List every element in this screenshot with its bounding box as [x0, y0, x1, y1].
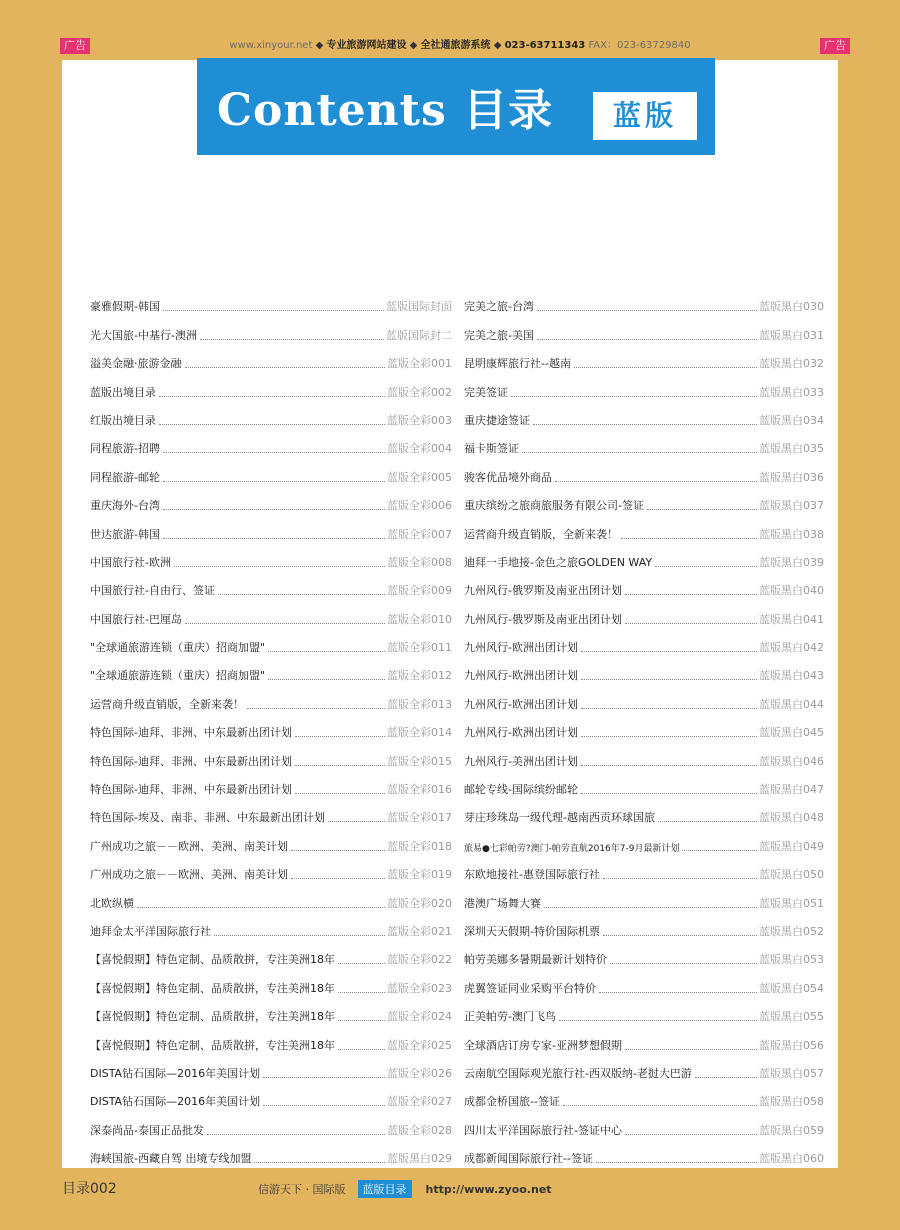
- footer-url[interactable]: http://www.zyoo.net: [425, 1182, 552, 1196]
- dot-leader: [581, 651, 757, 652]
- dot-leader: [522, 452, 757, 453]
- dot-leader: [263, 1077, 385, 1078]
- header-site[interactable]: www.xinyour.net: [229, 40, 313, 51]
- toc-entry-page: 蓝版黑白053: [759, 953, 824, 967]
- toc-entry-title: 港澳广场舞大赛: [464, 896, 541, 910]
- toc-entry-title: 正美帕劳-澳门飞鸟: [464, 1010, 556, 1024]
- toc-entry[interactable]: [90, 655, 452, 683]
- dot-leader: [537, 310, 757, 311]
- toc-entry-title: 九州风行-欧洲出团计划: [464, 669, 578, 683]
- toc-entry-page: 蓝版黑白044: [759, 697, 824, 711]
- dot-leader: [581, 736, 757, 737]
- toc-entry-page: 蓝版全彩009: [387, 584, 452, 598]
- toc-entry-title: 中国旅行社-巴厘岛: [90, 612, 182, 626]
- toc-entry[interactable]: [90, 371, 452, 399]
- top-bar: [0, 0, 900, 60]
- toc-entry[interactable]: [90, 712, 452, 740]
- toc-entry-page: 蓝版全彩002: [387, 385, 452, 399]
- toc-entry-page: 蓝版黑白054: [759, 981, 824, 995]
- toc-entry[interactable]: [90, 797, 452, 825]
- dot-leader: [338, 992, 385, 993]
- toc-entry-title: 完美签证: [464, 385, 508, 399]
- toc-entry-title: 同程旅游-邮轮: [90, 470, 160, 484]
- toc-entry[interactable]: [90, 286, 452, 314]
- toc-entry-page: 蓝版黑白034: [759, 413, 824, 427]
- toc-entry-page: 蓝版全彩015: [387, 754, 452, 768]
- toc-left-column: [90, 286, 452, 1166]
- toc-entry-page: 蓝版黑白052: [759, 924, 824, 938]
- footer-slogan: 信游天下 · 国际版: [258, 1183, 346, 1196]
- toc-entry-title: 运营商升级直销版，全新来袭！: [464, 527, 618, 541]
- dot-leader: [295, 736, 385, 737]
- ad-label-left: 广告: [60, 38, 90, 54]
- toc-entry-page: 蓝版全彩024: [387, 1010, 452, 1024]
- toc-entry[interactable]: [90, 428, 452, 456]
- dot-leader: [555, 481, 757, 482]
- toc-entry[interactable]: [464, 1053, 824, 1081]
- toc-entry[interactable]: [90, 967, 452, 995]
- toc-entry-title: 特色国际-迪拜、非洲、中东最新出团计划: [90, 754, 292, 768]
- toc-entry-page: 蓝版全彩006: [387, 499, 452, 513]
- toc-entry[interactable]: [464, 371, 824, 399]
- toc-entry[interactable]: [464, 343, 824, 371]
- dot-leader: [174, 566, 385, 567]
- toc-entry-page: 蓝版全彩011: [387, 641, 452, 655]
- toc-entry-title: 红版出境目录: [90, 413, 156, 427]
- toc-entry[interactable]: [464, 513, 824, 541]
- toc-entry-page: 蓝版全彩012: [387, 669, 452, 683]
- toc-entry-title: 运营商升级直销版，全新来袭！: [90, 697, 244, 711]
- toc-entry-title: 帕劳美娜多暑期最新计划特价: [464, 953, 607, 967]
- toc-entry-page: 蓝版黑白051: [759, 896, 824, 910]
- toc-entry-title: 【喜悦假期】特色定制、品质散拼，专注美洲18年: [90, 981, 335, 995]
- toc-entry[interactable]: [90, 400, 452, 428]
- toc-entry-title: 北欧纵横: [90, 896, 134, 910]
- toc-page: [62, 60, 838, 1168]
- dot-leader: [563, 1105, 757, 1106]
- dot-leader: [581, 765, 757, 766]
- toc-entry-title: 旅易●七彩帕劳?澳门-帕劳直航2016年7-9月最新计划: [464, 843, 680, 854]
- dot-leader: [159, 424, 385, 425]
- toc-entry-page: 蓝版黑白041: [759, 612, 824, 626]
- toc-entry[interactable]: [464, 1081, 824, 1109]
- toc-entry[interactable]: [90, 1138, 452, 1166]
- toc-entry-title: 【喜悦假期】特色定制、品质散拼，专注美洲18年: [90, 1038, 335, 1052]
- toc-entry[interactable]: [464, 627, 824, 655]
- dot-leader: [163, 509, 385, 510]
- footer-tag: 蓝版目录: [358, 1180, 412, 1198]
- toc-entry-title: 【喜悦假期】特色定制、品质散拼，专注美洲18年: [90, 953, 335, 967]
- toc-entry-page: 蓝版黑白036: [759, 470, 824, 484]
- header-fax: FAX：023-63729840: [588, 40, 691, 51]
- toc-entry[interactable]: [464, 1138, 824, 1166]
- toc-entry-title: 特色国际-迪拜、非洲、中东最新出团计划: [90, 783, 292, 797]
- toc-entry-title: 广州成功之旅－－欧洲、美洲、南美计划: [90, 839, 288, 853]
- toc-entry-page: 蓝版黑白035: [759, 442, 824, 456]
- toc-entry-title: 特色国际-迪拜、非洲、中东最新出团计划: [90, 726, 292, 740]
- toc-entry[interactable]: [464, 797, 824, 825]
- dot-leader: [581, 708, 757, 709]
- toc-entry-title: 虎翼签证同业采购平台特价: [464, 981, 596, 995]
- ad-label-right: 广告: [820, 38, 850, 54]
- dot-leader: [603, 878, 757, 879]
- toc-entry-title: 迪拜金太平洋国际旅行社: [90, 924, 211, 938]
- toc-entry-title: 世达旅游-韩国: [90, 527, 160, 541]
- dot-leader: [218, 594, 385, 595]
- toc-entry[interactable]: [464, 683, 824, 711]
- dot-leader: [621, 538, 757, 539]
- dot-leader: [625, 1049, 757, 1050]
- dot-leader: [295, 793, 385, 794]
- dot-leader: [295, 765, 385, 766]
- dot-leader: [163, 538, 385, 539]
- toc-entry[interactable]: [90, 825, 452, 853]
- dot-leader: [596, 1162, 757, 1163]
- toc-entry-title: 豪雅假期-韩国: [90, 300, 160, 314]
- toc-entry-title: 全球酒店订房专家-亚洲梦想假期: [464, 1038, 622, 1052]
- toc-entry-page: 蓝版黑白058: [759, 1095, 824, 1109]
- toc-entry[interactable]: [90, 542, 452, 570]
- dot-leader: [268, 679, 385, 680]
- toc-entry-title: 四川太平洋国际旅行社-签证中心: [464, 1123, 622, 1137]
- dot-leader: [581, 793, 757, 794]
- dot-leader: [207, 1134, 385, 1135]
- toc-entry-title: 云南航空国际观光旅行社-西双版纳-老挝大巴游: [464, 1066, 692, 1080]
- dot-leader: [647, 509, 757, 510]
- toc-entry-title: 广州成功之旅－－欧洲、美洲、南美计划: [90, 868, 288, 882]
- toc-entry[interactable]: [90, 570, 452, 598]
- toc-entry-title: 重庆缤纷之旅商旅服务有限公司-签证: [464, 499, 644, 513]
- toc-entry-page: 蓝版黑白038: [759, 527, 824, 541]
- toc-entry-title: 深泰尚品-泰国正品批发: [90, 1123, 204, 1137]
- toc-entry-page: 蓝版全彩026: [387, 1066, 452, 1080]
- toc-entry[interactable]: [464, 712, 824, 740]
- toc-entry-title: 同程旅游-招聘: [90, 442, 160, 456]
- dot-leader: [695, 1077, 757, 1078]
- toc-entry-page: 蓝版黑白031: [759, 328, 824, 342]
- toc-entry-page: 蓝版全彩022: [387, 953, 452, 967]
- toc-entry-page: 蓝版全彩016: [387, 783, 452, 797]
- dot-leader: [291, 878, 385, 879]
- contents-banner: [197, 58, 715, 155]
- toc-entry[interactable]: [464, 825, 824, 853]
- dot-leader: [581, 679, 757, 680]
- toc-entry[interactable]: [90, 740, 452, 768]
- header-service-1: 专业旅游网站建设: [326, 40, 407, 51]
- toc-entry-page: 蓝版全彩027: [387, 1095, 452, 1109]
- toc-entry-title: 海峡国旅-西藏自驾 出境专线加盟: [90, 1152, 252, 1166]
- toc-entry-page: 蓝版黑白057: [759, 1066, 824, 1080]
- toc-entry-page: 蓝版国际封二: [386, 328, 452, 342]
- toc-entry[interactable]: [464, 598, 824, 626]
- toc-right-column: [464, 286, 824, 1166]
- toc-entry[interactable]: [464, 542, 824, 570]
- toc-entry[interactable]: [464, 428, 824, 456]
- toc-entry-title: 完美之旅-美国: [464, 328, 534, 342]
- toc-entry-page: 蓝版黑白047: [759, 783, 824, 797]
- toc-entry-title: 九州风行-欧洲出团计划: [464, 697, 578, 711]
- toc-entry-page: 蓝版全彩010: [387, 612, 452, 626]
- dot-leader: [625, 623, 757, 624]
- toc-entry-page: 蓝版黑白049: [759, 839, 824, 853]
- toc-entry[interactable]: [464, 1109, 824, 1137]
- dot-leader: [163, 310, 384, 311]
- toc-entry-title: 九州风行-俄罗斯及南亚出团计划: [464, 584, 622, 598]
- toc-entry-title: 东欧地接社-惠登国际旅行社: [464, 868, 600, 882]
- toc-entry-title: 芽庄珍珠岛一级代理-越南西贡环球国旅: [464, 811, 655, 825]
- dot-leader: [533, 424, 757, 425]
- toc-entry[interactable]: [90, 882, 452, 910]
- toc-entry-title: 重庆捷途签证: [464, 413, 530, 427]
- toc-entry-page: 蓝版全彩017: [387, 811, 452, 825]
- toc-entry-title: 九州风行-欧洲出团计划: [464, 726, 578, 740]
- toc-entry[interactable]: [464, 570, 824, 598]
- dot-leader: [338, 963, 385, 964]
- toc-entry[interactable]: [90, 769, 452, 797]
- toc-entry[interactable]: [90, 1024, 452, 1052]
- toc-entry-title: 光大国旅-中基行-澳洲: [90, 328, 197, 342]
- dot-leader: [268, 651, 385, 652]
- dot-leader: [511, 396, 757, 397]
- toc-entry-page: 蓝版全彩025: [387, 1038, 452, 1052]
- toc-entry[interactable]: [90, 996, 452, 1024]
- toc-entry-page: 蓝版黑白033: [759, 385, 824, 399]
- toc-entry[interactable]: [90, 513, 452, 541]
- toc-entry-title: 成都新闻国际旅行社--签证: [464, 1152, 593, 1166]
- dot-leader: [610, 963, 757, 964]
- toc-entry-page: 蓝版全彩004: [387, 442, 452, 456]
- dot-leader: [200, 339, 384, 340]
- contents-title: Contents 目录: [217, 85, 554, 136]
- dot-leader: [163, 481, 385, 482]
- dot-leader: [263, 1105, 385, 1106]
- toc-entry-title: 完美之旅-台湾: [464, 300, 534, 314]
- toc-entry[interactable]: [90, 627, 452, 655]
- toc-entry-title: 中国旅行社-欧洲: [90, 555, 171, 569]
- toc-entry-page: 蓝版全彩005: [387, 470, 452, 484]
- toc-entry-title: 蓝版出境目录: [90, 385, 156, 399]
- toc-entry-title: 中国旅行社-自由行、签证: [90, 584, 215, 598]
- toc-entry-page: 蓝版黑白046: [759, 754, 824, 768]
- toc-entry[interactable]: [464, 911, 824, 939]
- dot-leader: [658, 821, 757, 822]
- toc-entry-title: 深圳天天假期-特价国际机票: [464, 924, 600, 938]
- toc-entry-title: 邮轮专线-国际缤纷邮轮: [464, 783, 578, 797]
- dot-leader: [537, 339, 757, 340]
- toc-entry-page: 蓝版全彩003: [387, 413, 452, 427]
- toc-entry-page: 蓝版黑白032: [759, 357, 824, 371]
- toc-entry-title: 骏客优品境外商品: [464, 470, 552, 484]
- dot-leader: [603, 935, 757, 936]
- toc-entry-title: 九州风行-俄罗斯及南亚出团计划: [464, 612, 622, 626]
- toc-entry-page: 蓝版全彩019: [387, 868, 452, 882]
- toc-entry-page: 蓝版黑白039: [759, 555, 824, 569]
- toc-entry[interactable]: [464, 286, 824, 314]
- toc-entry-page: 蓝版黑白050: [759, 868, 824, 882]
- toc-entry-title: 迪拜一手地接-金色之旅GOLDEN WAY: [464, 555, 653, 569]
- toc-entry-page: 蓝版全彩021: [387, 924, 452, 938]
- toc-entry-page: 蓝版全彩008: [387, 555, 452, 569]
- toc-entry-page: 蓝版黑白045: [759, 726, 824, 740]
- dot-leader: [328, 821, 385, 822]
- toc-entry-title: 福卡斯签证: [464, 442, 519, 456]
- toc-entry[interactable]: [464, 854, 824, 882]
- toc-entry-page: 蓝版全彩018: [387, 839, 452, 853]
- toc-entry-title: "全球通旅游连锁（重庆）招商加盟": [90, 641, 266, 655]
- toc-entry[interactable]: [464, 996, 824, 1024]
- toc-entry-page: 蓝版黑白043: [759, 669, 824, 683]
- toc-entry[interactable]: [90, 911, 452, 939]
- toc-entry[interactable]: [90, 314, 452, 342]
- footer: [0, 1168, 900, 1230]
- toc-entry-title: "全球通旅游连锁（重庆）招商加盟": [90, 669, 266, 683]
- toc-entry-title: 特色国际-埃及、南非、非洲、中东最新出团计划: [90, 811, 325, 825]
- toc-entry-title: 重庆海外-台湾: [90, 499, 160, 513]
- toc-entry[interactable]: [90, 485, 452, 513]
- toc-entry-title: 成都金桥国旅--签证: [464, 1095, 560, 1109]
- toc-entry[interactable]: [464, 1024, 824, 1052]
- toc-entry-title: 九州风行-美洲出团计划: [464, 754, 578, 768]
- dot-leader: [214, 935, 385, 936]
- toc-entry-page: 蓝版黑白029: [387, 1152, 452, 1166]
- header-service-2: 全社通旅游系统: [420, 40, 491, 51]
- toc-entry[interactable]: [90, 456, 452, 484]
- toc-entry[interactable]: [464, 314, 824, 342]
- footer-page-label: 目录002: [62, 1181, 117, 1197]
- toc-entry[interactable]: [90, 1081, 452, 1109]
- toc-entry-page: 蓝版全彩013: [387, 697, 452, 711]
- dot-leader: [625, 594, 757, 595]
- toc-entry-page: 蓝版全彩001: [387, 357, 452, 371]
- dot-leader: [338, 1020, 385, 1021]
- toc-entry-title: 九州风行-欧洲出团计划: [464, 641, 578, 655]
- toc-entry-title: 溢美金融·旅游金融: [90, 357, 182, 371]
- dot-leader: [185, 623, 385, 624]
- dot-leader: [137, 907, 385, 908]
- toc-entry[interactable]: [90, 939, 452, 967]
- toc-entry[interactable]: [464, 485, 824, 513]
- header-info: www.xinyour.net ◆ 专业旅游网站建设 ◆ 全社通旅游系统 ◆ 023-63711343 FAX：023-63729840: [229, 40, 691, 51]
- toc-entry-page: 蓝版黑白060: [759, 1152, 824, 1166]
- header-phone: 023-63711343: [504, 40, 586, 51]
- toc-entry[interactable]: [90, 1053, 452, 1081]
- toc-entry-page: 蓝版黑白056: [759, 1038, 824, 1052]
- dot-leader: [163, 452, 385, 453]
- toc-entry[interactable]: [90, 598, 452, 626]
- dot-leader: [185, 367, 386, 368]
- toc-entry-page: 蓝版全彩007: [387, 527, 452, 541]
- toc-entry-title: 昆明康辉旅行社--越南: [464, 357, 571, 371]
- toc-entry[interactable]: [464, 456, 824, 484]
- dot-leader: [655, 566, 757, 567]
- toc-entry[interactable]: [90, 1109, 452, 1137]
- toc-entry-page: 蓝版黑白042: [759, 641, 824, 655]
- edition-badge: 蓝版: [593, 92, 697, 140]
- toc-entry-page: 蓝版全彩023: [387, 981, 452, 995]
- toc-entry-page: 蓝版黑白048: [759, 811, 824, 825]
- toc-entry-page: 蓝版黑白037: [759, 499, 824, 513]
- toc-entry-page: 蓝版黑白055: [759, 1010, 824, 1024]
- toc-entry-page: 蓝版全彩028: [387, 1123, 452, 1137]
- toc-entry-page: 蓝版黑白030: [759, 300, 824, 314]
- toc-entry[interactable]: [90, 343, 452, 371]
- dot-leader: [338, 1049, 385, 1050]
- toc-entry[interactable]: [90, 854, 452, 882]
- toc-entry[interactable]: [464, 400, 824, 428]
- dot-leader: [559, 1020, 757, 1021]
- dot-leader: [247, 708, 385, 709]
- dot-leader: [599, 992, 757, 993]
- toc-entry-page: 蓝版黑白059: [759, 1123, 824, 1137]
- toc-entry-page: 蓝版全彩020: [387, 896, 452, 910]
- dot-leader: [682, 850, 757, 851]
- dot-leader: [291, 850, 385, 851]
- footer-info: [258, 1180, 552, 1198]
- toc-entry-page: 蓝版黑白040: [759, 584, 824, 598]
- toc-entry[interactable]: [464, 967, 824, 995]
- toc-entry[interactable]: [464, 939, 824, 967]
- toc-entry-title: DISTA钻石国际—2016年美国计划: [90, 1095, 261, 1109]
- toc-entry-page: 蓝版国际封面: [386, 300, 452, 314]
- toc-entry[interactable]: [464, 769, 824, 797]
- toc-entry[interactable]: [90, 683, 452, 711]
- toc-entry-title: 【喜悦假期】特色定制、品质散拼，专注美洲18年: [90, 1010, 335, 1024]
- dot-leader: [574, 367, 757, 368]
- dot-leader: [254, 1162, 385, 1163]
- dot-leader: [625, 1134, 757, 1135]
- dot-leader: [159, 396, 385, 397]
- toc-entry[interactable]: [464, 655, 824, 683]
- dot-leader: [544, 907, 757, 908]
- toc-entry-title: DISTA钻石国际—2016年美国计划: [90, 1066, 261, 1080]
- toc-entry-page: 蓝版全彩014: [387, 726, 452, 740]
- toc-entry[interactable]: [464, 740, 824, 768]
- toc-entry[interactable]: [464, 882, 824, 910]
